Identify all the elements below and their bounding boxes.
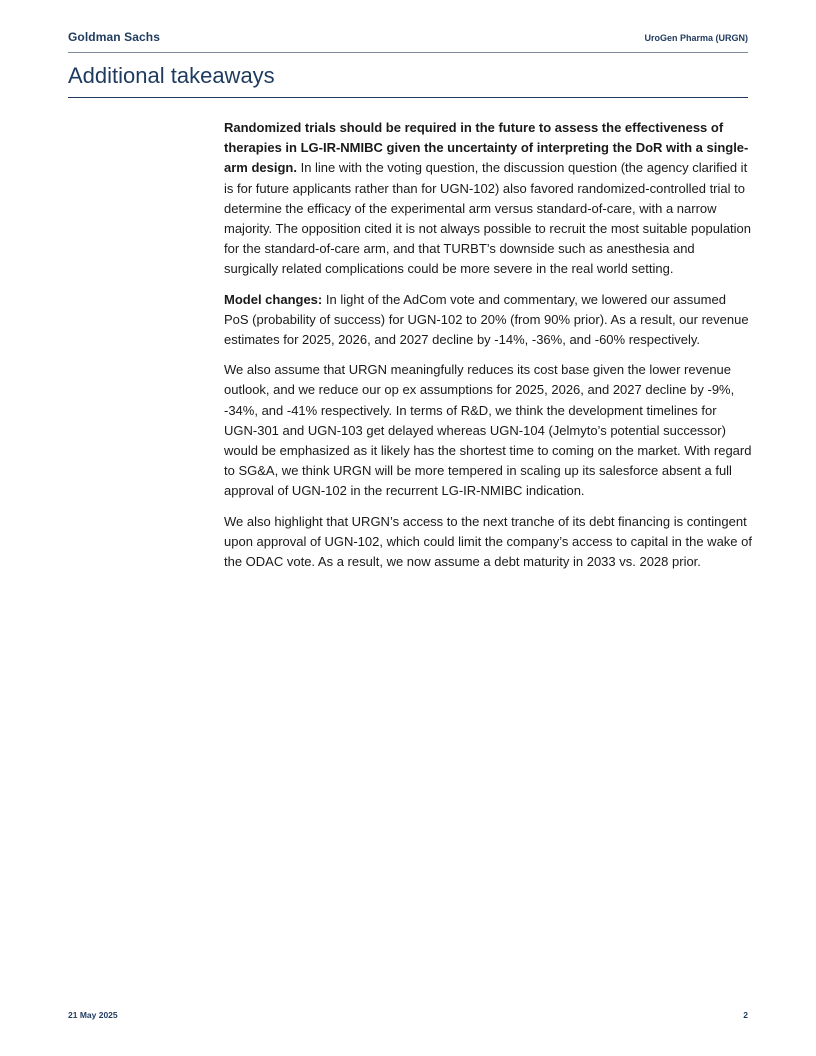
paragraph-model-changes xyxy=(224,290,752,351)
company-ticker: UroGen Pharma (URGN) xyxy=(644,33,748,43)
paragraph-text: In light of the AdCom vote and commentary, we lowered our assumed PoS (probability of success) for UGN-102 to 20% (from 90% prior). As a result, our revenue estimates for 2025, 2026, and 2027 decline by -14%, -36%, and -60% respectively. xyxy=(224,291,749,348)
paragraph-randomized-trials xyxy=(224,118,752,280)
page-header xyxy=(68,28,748,53)
paragraph-text: In line with the voting question, the discussion question (the agency clarified it is for future applicants rather than for UGN-102) also favored randomized-controlled trial to determine the efficacy of the experimental arm versus standard-of-care, with a narrow majority. The opposition cited it is not always possible to recruit the most suitable population for the standard-of-care arm, and that TURBT’s downside such as anesthesia and surgically related complications could be more severe in the real world setting. xyxy=(224,160,752,277)
page-number: 2 xyxy=(743,1010,748,1020)
brand-name: Goldman Sachs xyxy=(68,30,160,44)
body-text xyxy=(224,118,752,582)
paragraph-text: We also highlight that URGN’s access to the next tranche of its debt financing is contingent upon approval of UGN-102, which could limit the company’s access to capital in the wake of the ODAC vote. As a result, we now assume a debt maturity in 2033 vs. 2028 prior. xyxy=(224,513,752,570)
paragraph-cost-base xyxy=(224,360,752,501)
paragraph-debt-financing xyxy=(224,512,752,573)
paragraph-lead: Randomized trials should be required in the future to assess the effectiveness of therapies in LG-IR-NMIBC given the uncertainty of interpreting the DoR with a single-arm design. xyxy=(224,120,749,176)
section-title: Additional takeaways xyxy=(68,62,748,98)
paragraph-text: We also assume that URGN meaningfully reduces its cost base given the lower revenue outlook, and we reduce our op ex assumptions for 2025, 2026, and 2027 decline by -9%, -34%, and -41% respectively. In terms of R&D, we think the development timelines for UGN-301 and UGN-103 get delayed whereas UGN-104 (Jelmyto’s potential successor) would be emphasized as it likely has the shortest time to coming on the market. With regard to SG&A, we think URGN will be more tempered in scaling up its salesforce absent a full approval of UGN-102 in the recurrent LG-IR-NMIBC indication. xyxy=(224,362,752,499)
paragraph-lead: Model changes: xyxy=(224,291,323,307)
footer-date: 21 May 2025 xyxy=(68,1010,118,1020)
